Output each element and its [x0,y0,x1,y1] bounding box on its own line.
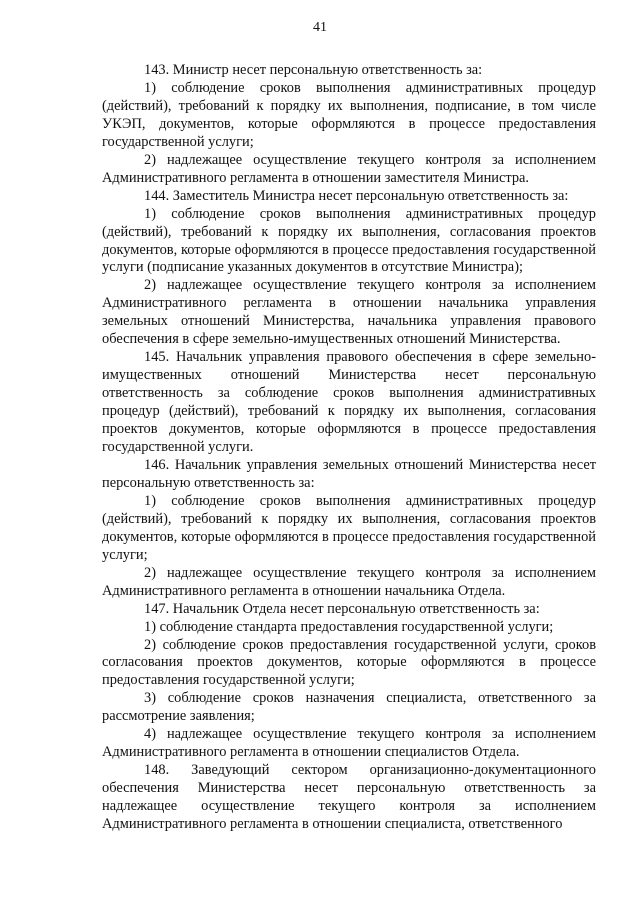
paragraph-147-item-3: 3) соблюдение сроков назначения специалиста, ответственного за рассмотрение заявления; [102,690,596,725]
paragraph-147-heading: 147. Начальник Отдела несет персональную ответственность за: [144,600,540,617]
paragraph-143-item-2: 2) надлежащее осуществление текущего контроля за исполнением Административного регламента в отношении заместителя Министра. [102,151,596,186]
paragraph-147-item-1: 1) соблюдение стандарта предоставления государственной услуги; [144,618,554,635]
paragraph-143-heading: 143. Министр несет персональную ответственность за: [144,62,483,78]
paragraph-143-item-1: 1) соблюдение сроков выполнения административных процедур (действий), требований к порядку их выполнения, подписание, в том числе УКЭП, документов, которые оформляются в процессе предоставления государственной услуги; [102,79,596,150]
paragraph-144-heading: 144. Заместитель Министра несет персональную ответственность за: [144,187,569,204]
paragraph-145: 145. Начальник управления правового обеспечения в сфере земельно-имущественных отношений Министерства несет персональную ответственность за соблюдение сроков выполнения административных процедур (действий), требований к порядку их выполнения, согласования проектов документов, которые оформляются в процессе предоставления государственной услуги. [102,349,596,456]
paragraph-146-item-1: 1) соблюдение сроков выполнения административных процедур (действий), требований к порядку их выполнения, согласования проектов документов, которые оформляются в процессе предоставления государственной услуги; [102,492,596,563]
paragraph-146-item-2: 2) надлежащее осуществление текущего контроля за исполнением Административного регламента в отношении начальника Отдела. [102,564,596,599]
page-number: 41 [313,20,327,35]
document-body [102,62,596,834]
paragraph-144-item-1: 1) соблюдение сроков выполнения административных процедур (действий), требований к порядку их выполнения, согласования проектов документов, которые оформляются в процессе предоставления государственной услуги (подписание указанных документов в отсутствие Министра); [102,205,596,276]
paragraph-147-item-2: 2) соблюдение сроков предоставления государственной услуги, сроков согласования проектов документов, которые оформляются в процессе предоставления государственной услуги; [102,636,596,689]
paragraph-147-item-4: 4) надлежащее осуществление текущего контроля за исполнением Административного регламента в отношении специалистов Отдела. [102,726,596,761]
paragraph-144-item-2: 2) надлежащее осуществление текущего контроля за исполнением Административного регламента в отношении начальника управления земельных отношений Министерства, начальника управления правового обеспечения в сфере земельно-имущественных отношений Министерства. [102,277,596,348]
paragraph-148: 148. Заведующий сектором организационно-документационного обеспечения Министерства несет персональную ответственность за надлежащее осуществление текущего контроля за исполнением Административного регламента в отношении специалиста, ответственного [102,762,596,833]
paragraph-146-heading: 146. Начальник управления земельных отношений Министерства несет персональную ответственность за: [102,456,596,491]
